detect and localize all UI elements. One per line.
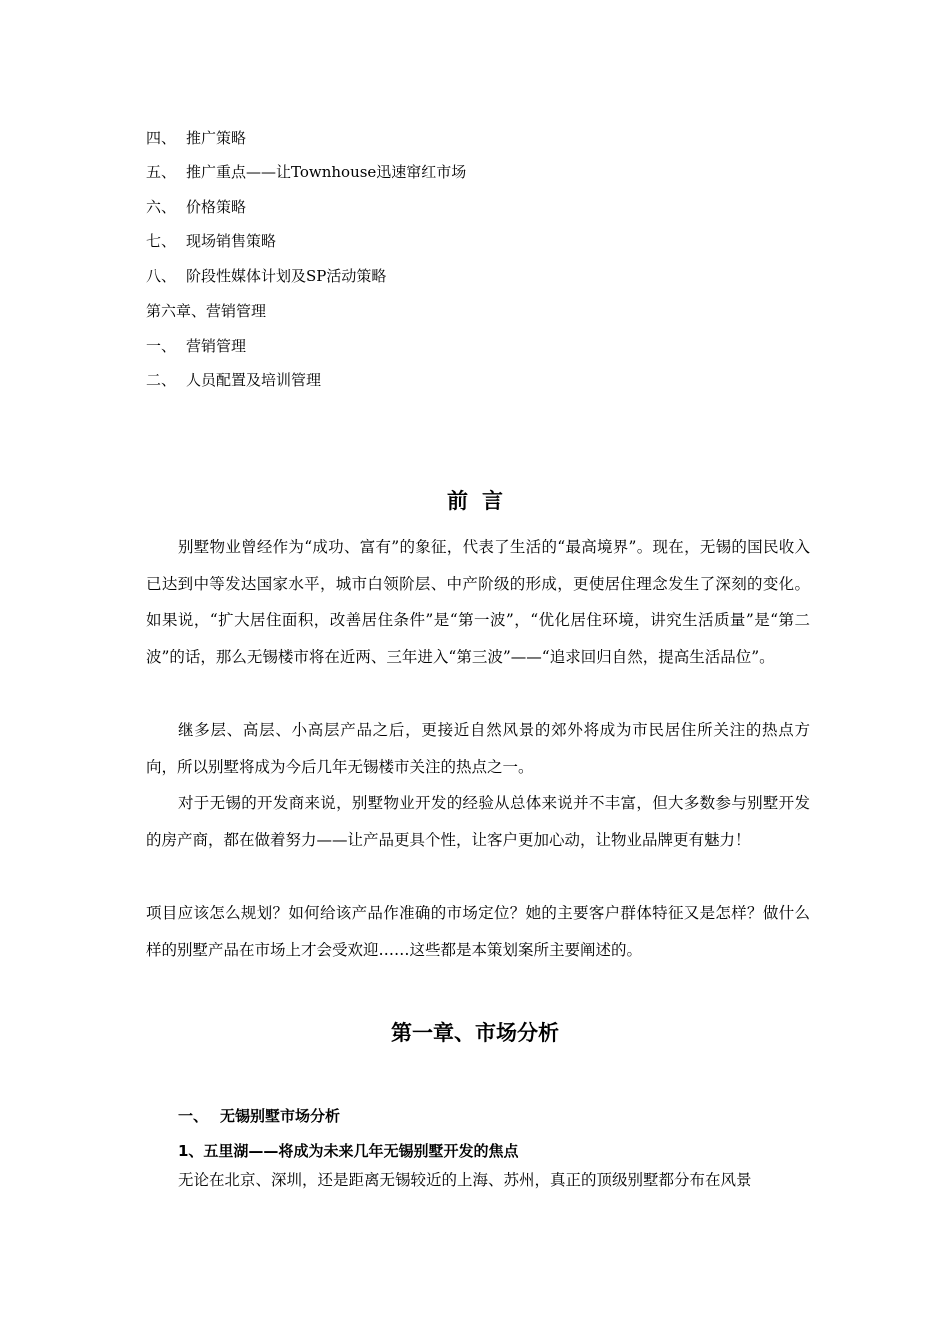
preface-paragraph: 继多层、高层、小高层产品之后，更接近自然风景的郊外将成为市民居住所关注的热点方向，所以别墅将成为今后几年无锡楼市关注的热点之一。 bbox=[146, 721, 810, 776]
section-heading bbox=[178, 1105, 340, 1126]
toc-item-label: 阶段性媒体计划及SP活动策略 bbox=[186, 267, 387, 285]
toc-item bbox=[146, 266, 386, 286]
toc-item bbox=[146, 231, 276, 251]
toc-item-label: 现场销售策略 bbox=[186, 232, 277, 250]
preface-title: 前言 bbox=[447, 489, 517, 513]
toc-item-number: 一、 bbox=[146, 337, 177, 355]
toc-item-label: 价格策略 bbox=[186, 198, 247, 216]
chapter-title: 第一章、市场分析 bbox=[391, 1021, 559, 1045]
toc-item bbox=[146, 128, 246, 148]
toc-item-number: 五、 bbox=[146, 163, 177, 181]
preface-paragraph: 别墅物业曾经作为“成功、富有”的象征，代表了生活的“最高境界”。现在，无锡的国民收入已达到中等发达国家水平，城市白领阶层、中产阶级的形成，更使居住理念发生了深刻的变化。如果说，“扩大居住面积，改善居住条件”是“第一波”，“优化居住环境，讲究生活质量”是“第二波”的话，那么无锡楼市将在近两、三年进入“第三波”——“追求回归自然，提高生活品位”。 bbox=[146, 538, 810, 666]
toc-item bbox=[146, 336, 246, 356]
toc-item-label: 推广策略 bbox=[186, 129, 247, 147]
toc-item bbox=[146, 370, 321, 390]
toc-item bbox=[146, 197, 246, 217]
preface-paragraph: 对于无锡的开发商来说，别墅物业开发的经验从总体来说并不丰富，但大多数参与别墅开发的房产商，都在做着努力——让产品更具个性，让客户更加心动，让物业品牌更有魅力！ bbox=[146, 794, 810, 849]
section-number: 一、 bbox=[178, 1107, 209, 1125]
preface-paragraph: 项目应该怎么规划？如何给该产品作准确的市场定位？她的主要客户群体特征又是怎样？做什么样的别墅产品在市场上才会受欢迎……这些都是本策划案所主要阐述的。 bbox=[146, 904, 810, 959]
toc-item-number: 六、 bbox=[146, 198, 177, 216]
toc-item-number: 七、 bbox=[146, 232, 177, 250]
toc-item-number: 二、 bbox=[146, 371, 177, 389]
body-paragraph: 无论在北京、深圳，还是距离无锡较近的上海、苏州，真正的顶级别墅都分布在风景 bbox=[178, 1171, 752, 1189]
toc-item-number: 四、 bbox=[146, 129, 177, 147]
toc-item-label: 推广重点——让Townhouse迅速窜红市场 bbox=[186, 163, 467, 181]
toc-item-number: 八、 bbox=[146, 267, 177, 285]
toc-chapter-heading: 第六章、营销管理 bbox=[146, 302, 267, 320]
section-label: 无锡别墅市场分析 bbox=[220, 1107, 341, 1125]
toc-item bbox=[146, 162, 466, 182]
toc-item-label: 营销管理 bbox=[186, 337, 247, 355]
toc-item-label: 人员配置及培训管理 bbox=[186, 371, 322, 389]
subsection-heading: 1、五里湖——将成为未来几年无锡别墅开发的焦点 bbox=[178, 1142, 519, 1160]
